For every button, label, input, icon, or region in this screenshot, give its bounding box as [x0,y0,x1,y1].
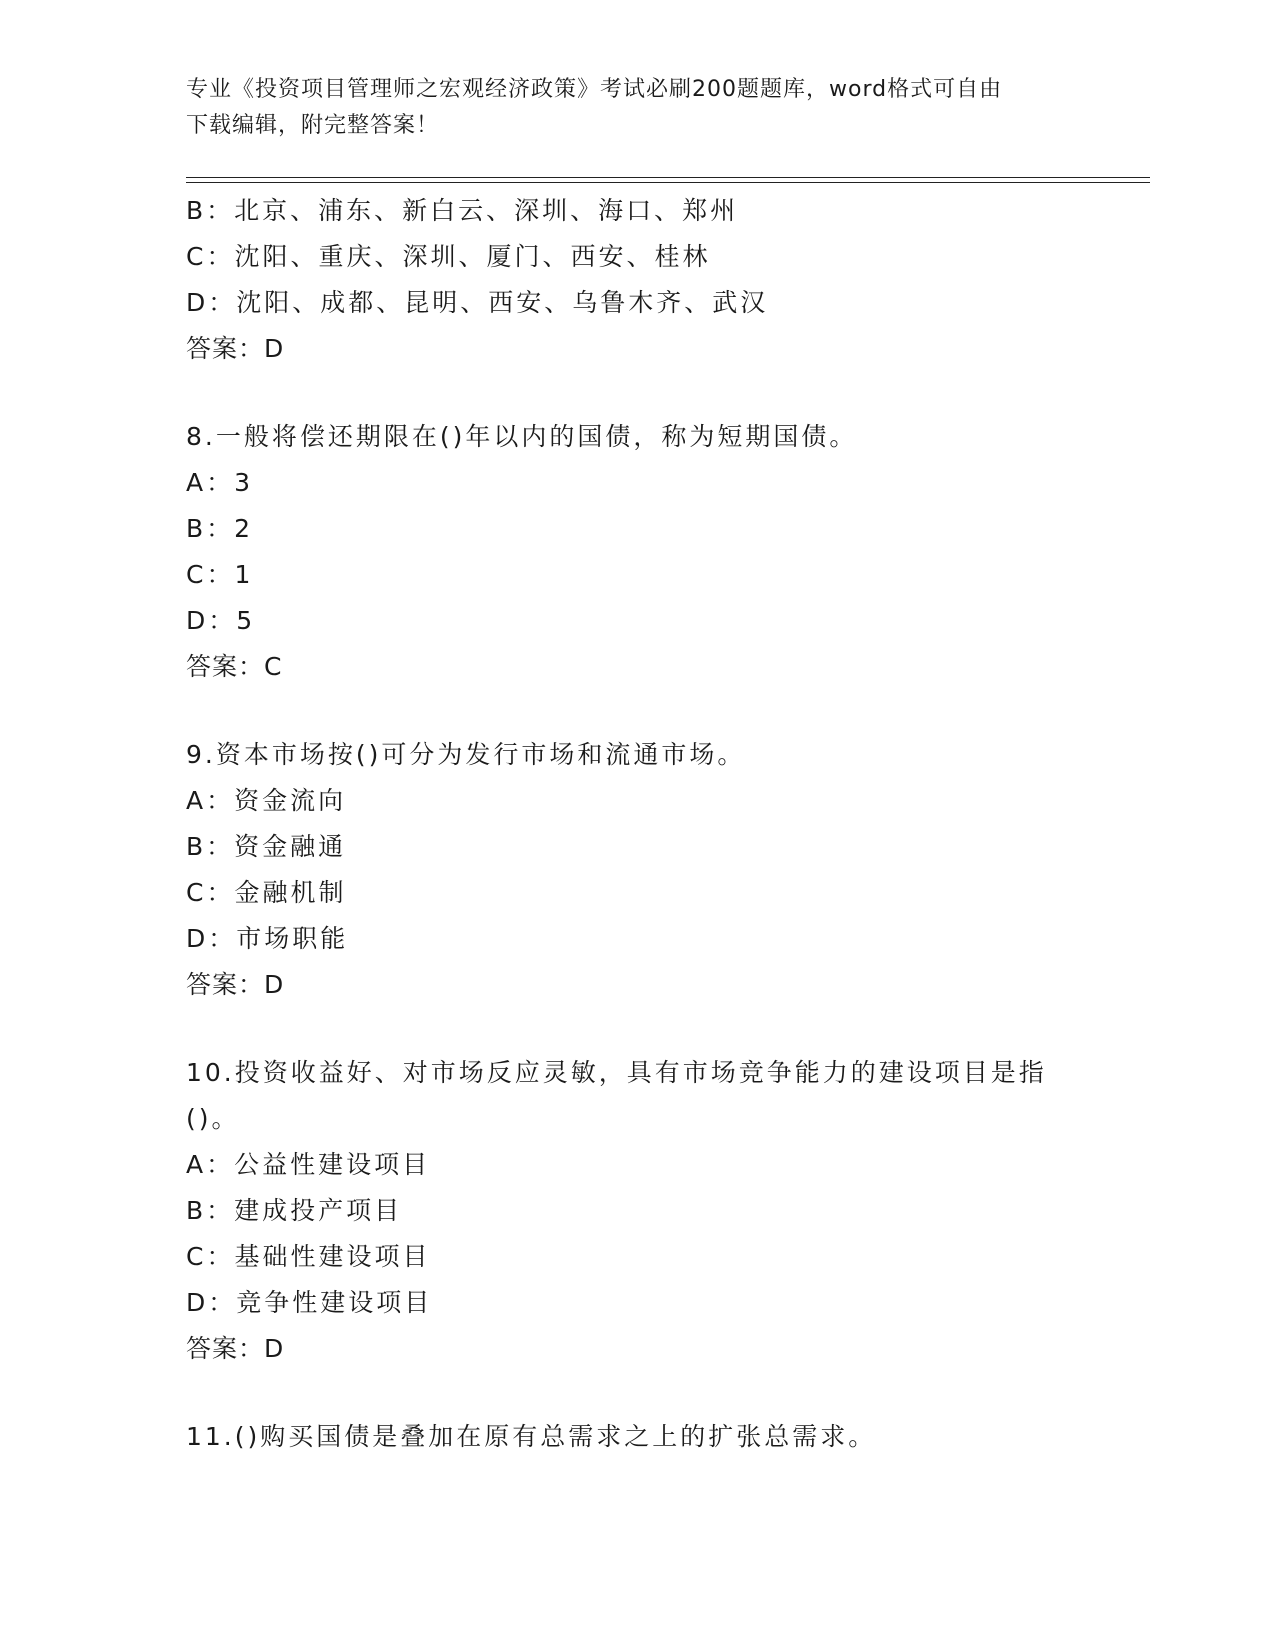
option-c: C：1 [186,560,254,589]
question-10 [186,1050,1086,1372]
option-d: D：竞争性建设项目 [186,1288,433,1317]
question-stem-line-1: 10.投资收益好、对市场反应灵敏，具有市场竞争能力的建设项目是指 [186,1058,1047,1087]
header-line-2: 下载编辑，附完整答案！ [186,113,440,138]
header-line-1: 专业《投资项目管理师之宏观经济政策》考试必刷200题题库，word格式可自由 [186,77,1003,102]
option-d: D：5 [186,606,256,635]
option-a: A：3 [186,468,254,497]
option-a: A：资金流向 [186,786,347,815]
option-b: B：北京、浦东、新白云、深圳、海口、郑州 [186,196,739,225]
option-a: A：公益性建设项目 [186,1150,431,1179]
answer: 答案：C [186,652,283,681]
question-11 [186,1414,1086,1460]
question-8 [186,414,1086,690]
option-c: C：基础性建设项目 [186,1242,431,1271]
answer: 答案：D [186,1334,285,1363]
answer: 答案：D [186,334,285,363]
option-c: C：沈阳、重庆、深圳、厦门、西安、桂林 [186,242,711,271]
option-c: C：金融机制 [186,878,347,907]
question-stem: 11.()购买国债是叠加在原有总需求之上的扩张总需求。 [186,1422,877,1451]
document-header [186,72,1086,144]
option-b: B：2 [186,514,254,543]
answer: 答案：D [186,970,285,999]
question-stem: 9.资本市场按()可分为发行市场和流通市场。 [186,740,746,769]
option-d: D：市场职能 [186,924,349,953]
question-7-continued [186,188,1086,372]
question-stem-line-2: ()。 [186,1104,240,1133]
question-9 [186,732,1086,1008]
document-body [186,188,1086,1460]
option-d: D：沈阳、成都、昆明、西安、乌鲁木齐、武汉 [186,288,769,317]
option-b: B：建成投产项目 [186,1196,403,1225]
header-divider-top [186,177,1150,178]
option-b: B：资金融通 [186,832,347,861]
question-stem: 8.一般将偿还期限在()年以内的国债，称为短期国债。 [186,422,858,451]
header-divider-bottom [186,182,1150,183]
